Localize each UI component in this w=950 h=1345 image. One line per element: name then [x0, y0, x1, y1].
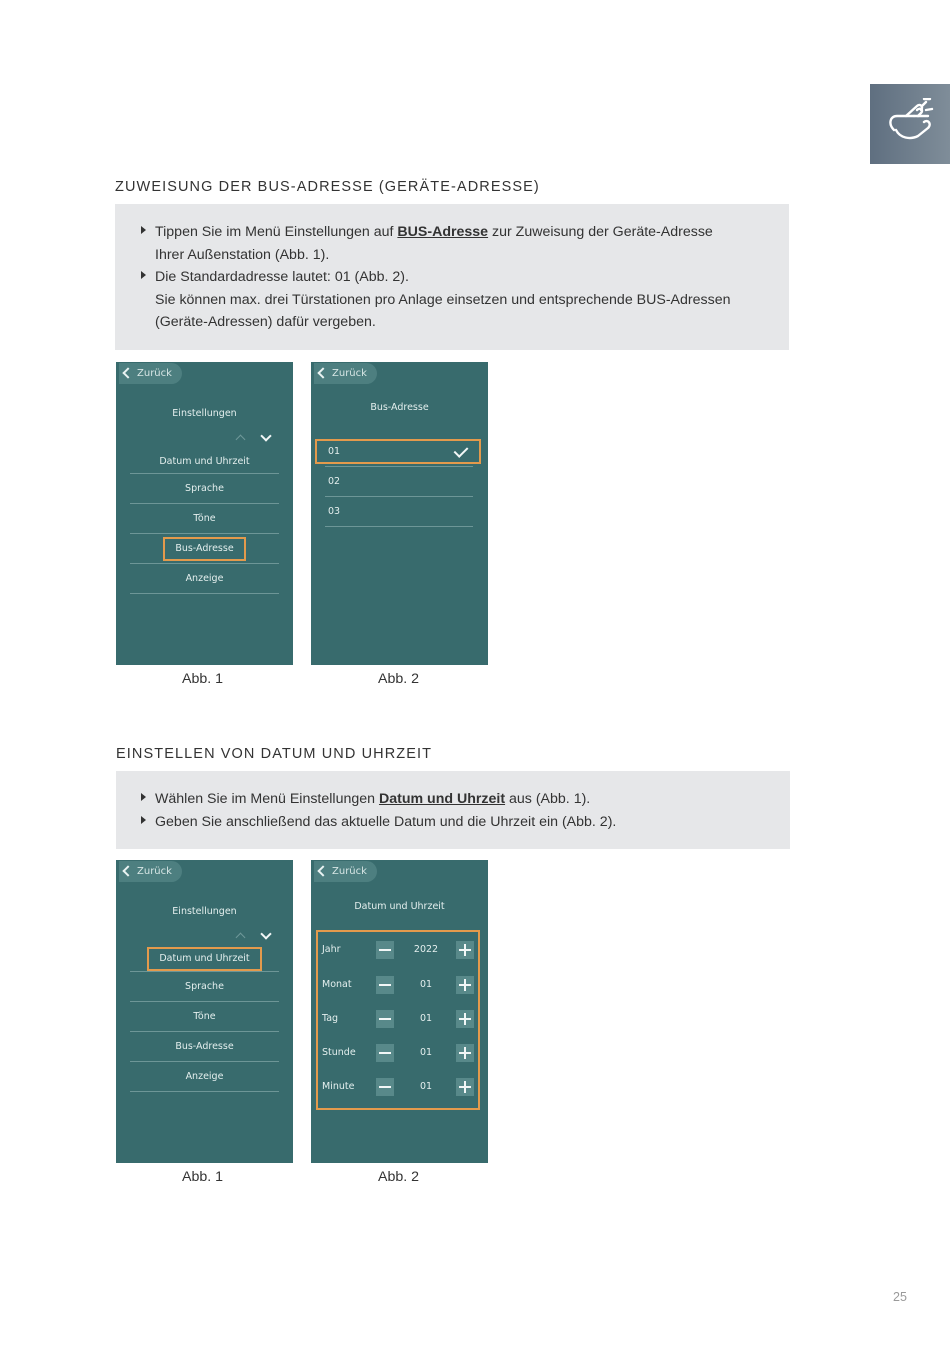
bullet-arrow-icon	[141, 816, 146, 824]
menu-item-bus-address[interactable]: Bus-Adresse	[130, 1032, 279, 1062]
figure-caption: Abb. 2	[377, 671, 420, 687]
plus-icon[interactable]	[456, 941, 474, 959]
date-row-hour: Stunde 01	[316, 1043, 474, 1063]
menu-item-display[interactable]: Anzeige	[130, 1062, 279, 1092]
date-row-minute: Minute 01	[316, 1077, 474, 1097]
chevron-up-icon	[236, 933, 246, 943]
minus-icon[interactable]	[376, 1044, 394, 1062]
chevron-left-icon	[317, 367, 328, 378]
chevron-up-icon	[236, 435, 246, 445]
menu-item-tones[interactable]: Töne	[130, 504, 279, 534]
back-button[interactable]: Zurück	[314, 363, 377, 384]
bullet-arrow-icon	[141, 226, 146, 234]
menu-item-date-time[interactable]: Datum und Uhrzeit	[130, 444, 279, 474]
minus-icon[interactable]	[376, 1010, 394, 1028]
screen-title: Datum und Uhrzeit	[354, 901, 445, 912]
figure-caption: Abb. 1	[181, 671, 224, 687]
figure-caption: Abb. 1	[181, 1169, 224, 1185]
highlight-box: Bus-Adresse	[165, 539, 243, 559]
bullet-item: Geben Sie anschließend das aktuelle Datum und die Uhrzeit ein (Abb. 2).	[141, 811, 770, 834]
plus-icon[interactable]	[456, 1010, 474, 1028]
section-title-bus-address: ZUWEISUNG DER BUS-ADRESSE (GERÄTE-ADRESSE)	[115, 179, 540, 195]
screen-title: Einstellungen	[172, 906, 237, 917]
chevron-down-icon	[260, 430, 271, 441]
bullet-item: Wählen Sie im Menü Einstellungen Datum und Uhrzeit aus (Abb. 1).	[141, 788, 770, 811]
bullet-item: Tippen Sie im Menü Einstellungen auf BUS-Adresse zur Zuweisung der Geräte-Adresse Ihrer Außenstation (Abb. 1).	[141, 221, 769, 266]
back-button[interactable]: Zurück	[119, 861, 182, 882]
chevron-down-icon	[260, 928, 271, 939]
date-row-year: Jahr 2022	[316, 940, 474, 960]
date-time-screen-figure	[311, 860, 488, 1163]
menu-item-bus-address[interactable]	[130, 534, 279, 564]
address-option-01[interactable]: 01	[325, 437, 473, 467]
chapter-tab	[870, 84, 950, 164]
screen-title: Bus-Adresse	[370, 402, 429, 413]
chevron-left-icon	[122, 865, 133, 876]
back-button[interactable]: Zurück	[119, 363, 182, 384]
plus-icon[interactable]	[456, 976, 474, 994]
selected-highlight-box	[315, 439, 481, 464]
bus-address-screen-figure	[311, 362, 488, 665]
menu-item-tones[interactable]: Töne	[130, 1002, 279, 1032]
menu-item-language[interactable]: Sprache	[130, 474, 279, 504]
date-row-day: Tag 01	[316, 1009, 474, 1029]
hand-pointer-icon	[884, 98, 938, 144]
menu-item-language[interactable]: Sprache	[130, 972, 279, 1002]
bold-term-bus-address: BUS-Adresse	[397, 224, 489, 240]
info-box-bus-address	[115, 204, 789, 350]
bullet-arrow-icon	[141, 793, 146, 801]
highlight-box: Datum und Uhrzeit	[149, 949, 259, 969]
section-title-date-time: EINSTELLEN VON DATUM UND UHRZEIT	[116, 746, 433, 762]
chevron-left-icon	[317, 865, 328, 876]
settings-screen-figure	[116, 362, 293, 665]
info-box-date-time	[116, 771, 790, 849]
minus-icon[interactable]	[376, 941, 394, 959]
screen-title: Einstellungen	[172, 408, 237, 419]
plus-icon[interactable]	[456, 1044, 474, 1062]
page-number: 25	[893, 1290, 907, 1304]
menu-item-display[interactable]: Anzeige	[130, 564, 279, 594]
address-option-02[interactable]: 02	[325, 467, 473, 497]
bold-term-date-time: Datum und Uhrzeit	[378, 791, 506, 807]
minus-icon[interactable]	[376, 976, 394, 994]
checkmark-icon	[454, 443, 469, 458]
minus-icon[interactable]	[376, 1078, 394, 1096]
back-button[interactable]: Zurück	[314, 861, 377, 882]
address-option-03[interactable]: 03	[325, 497, 473, 527]
menu-item-date-time[interactable]	[130, 942, 279, 972]
bullet-arrow-icon	[141, 271, 146, 279]
date-row-month: Monat 01	[316, 975, 474, 995]
settings-screen-figure	[116, 860, 293, 1163]
figure-caption: Abb. 2	[377, 1169, 420, 1185]
plus-icon[interactable]	[456, 1078, 474, 1096]
bullet-item: Die Standardadresse lautet: 01 (Abb. 2). Sie können max. drei Türstationen pro Anlage einsetzen und entsprechende BUS-Adressen (Geräte-Adressen) dafür vergeben.	[141, 266, 769, 334]
chevron-left-icon	[122, 367, 133, 378]
